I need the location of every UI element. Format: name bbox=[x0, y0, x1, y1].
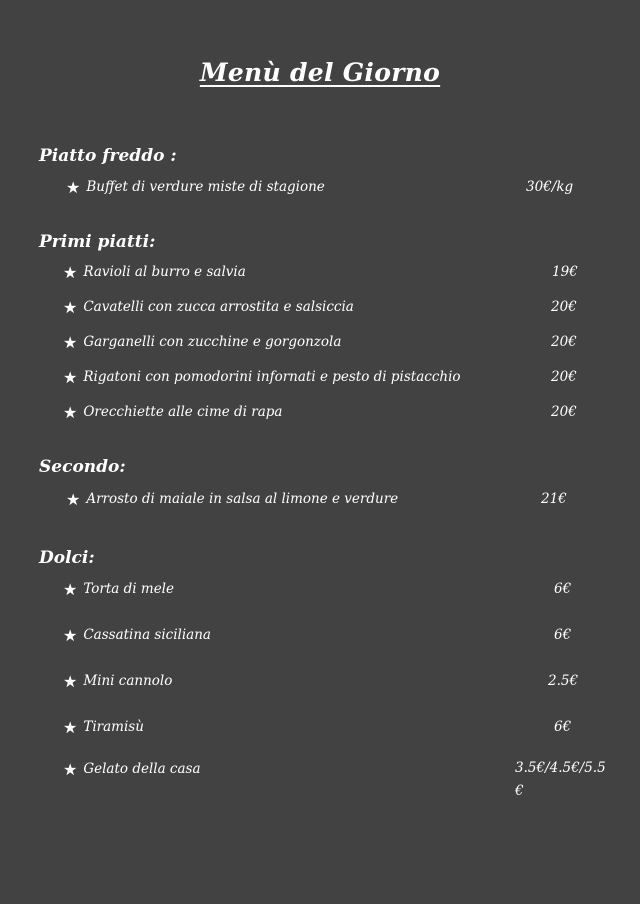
menu-item bbox=[63, 400, 638, 424]
star-icon: ★ bbox=[63, 367, 78, 387]
star-icon: ★ bbox=[63, 332, 78, 352]
item-price: 20€ bbox=[551, 404, 577, 420]
star-icon: ★ bbox=[63, 625, 78, 645]
item-name: Garganelli con zucchine e gorgonzola bbox=[83, 334, 342, 350]
item-price: 3.5€/4.5€/5.5€ bbox=[515, 760, 606, 799]
item-name: Buffet di verdure miste di stagione bbox=[86, 179, 325, 195]
section-piatto-freddo bbox=[39, 146, 619, 197]
section-dolci bbox=[39, 548, 619, 799]
star-icon: ★ bbox=[63, 759, 78, 779]
star-icon: ★ bbox=[66, 177, 81, 197]
star-icon: ★ bbox=[63, 402, 78, 422]
item-price: 20€ bbox=[551, 334, 577, 350]
item-name: Arrosto di maiale in salsa al limone e verdure bbox=[86, 491, 399, 507]
menu-item bbox=[63, 330, 638, 354]
star-icon: ★ bbox=[63, 671, 78, 691]
item-price: 30€/kg bbox=[526, 179, 574, 195]
star-icon: ★ bbox=[63, 262, 78, 282]
item-name: Cavatelli con zucca arrostita e salsiccia bbox=[83, 299, 354, 315]
star-icon: ★ bbox=[63, 297, 78, 317]
star-icon: ★ bbox=[66, 489, 81, 509]
item-name: Orecchiette alle cime di rapa bbox=[83, 404, 283, 420]
item-name: Ravioli al burro e salvia bbox=[83, 264, 246, 280]
section-heading: Piatto freddo : bbox=[39, 146, 177, 166]
section-secondo bbox=[39, 457, 619, 509]
menu-item bbox=[63, 365, 638, 389]
item-price: 20€ bbox=[551, 299, 577, 315]
menu-item bbox=[63, 715, 638, 739]
menu-item bbox=[63, 669, 638, 693]
item-name: Gelato della casa bbox=[83, 761, 201, 777]
menu-item bbox=[63, 577, 638, 601]
item-name: Mini cannolo bbox=[83, 673, 173, 689]
menu-item bbox=[66, 487, 640, 511]
item-price: 6€ bbox=[554, 627, 572, 643]
item-name: Torta di mele bbox=[83, 581, 174, 597]
menu-item bbox=[63, 757, 638, 799]
menu-item bbox=[63, 260, 638, 284]
menu-item bbox=[63, 623, 638, 647]
section-primi-piatti bbox=[39, 232, 619, 422]
section-heading: Primi piatti: bbox=[39, 232, 156, 252]
item-name: Rigatoni con pomodorini infornati e pesto di pistacchio bbox=[83, 369, 461, 385]
star-icon: ★ bbox=[63, 717, 78, 737]
item-price: 21€ bbox=[541, 491, 567, 507]
item-price: 6€ bbox=[554, 581, 572, 597]
menu-item bbox=[63, 295, 638, 319]
section-heading: Dolci: bbox=[39, 548, 95, 568]
item-price: 20€ bbox=[551, 369, 577, 385]
star-icon: ★ bbox=[63, 579, 78, 599]
section-heading: Secondo: bbox=[39, 457, 126, 477]
menu-item bbox=[66, 175, 640, 199]
item-price: 19€ bbox=[552, 264, 578, 280]
item-price: 6€ bbox=[554, 719, 572, 735]
item-name: Cassatina siciliana bbox=[83, 627, 211, 643]
item-price: 2.5€ bbox=[548, 673, 579, 689]
item-name: Tiramisù bbox=[83, 719, 144, 735]
menu-title: Menù del Giorno bbox=[199, 58, 441, 87]
